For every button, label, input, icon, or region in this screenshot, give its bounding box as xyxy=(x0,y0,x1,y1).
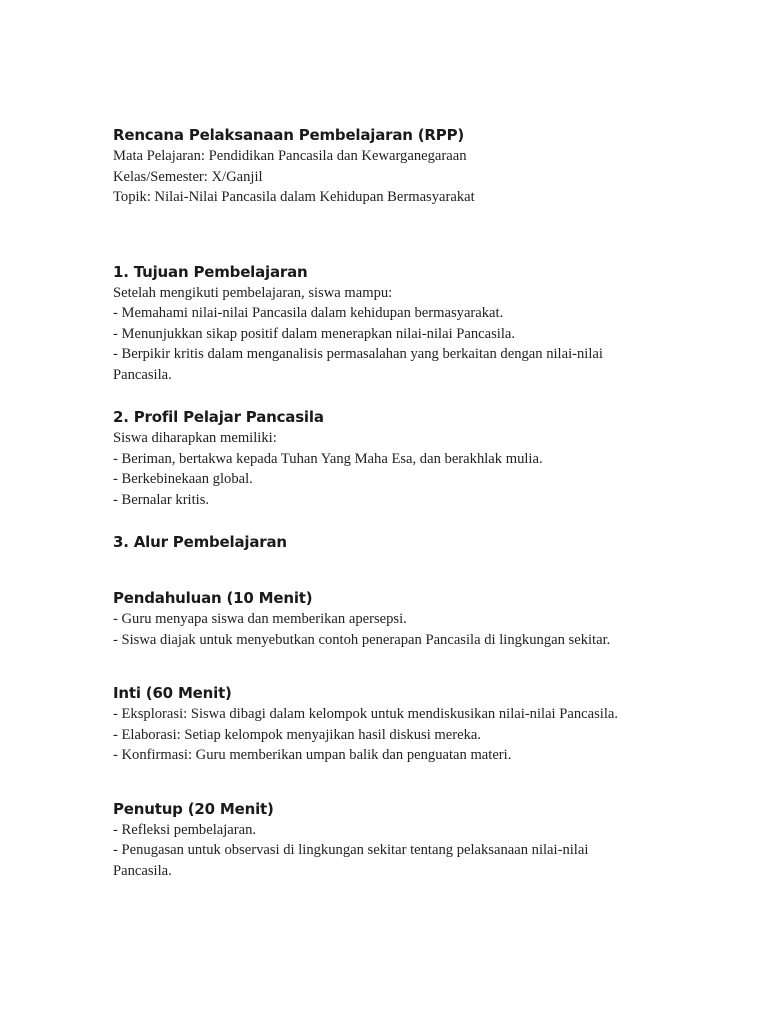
spacer xyxy=(113,650,673,682)
pendahuluan-line: - Siswa diajak untuk menyebutkan contoh penerapan Pancasila di lingkungan sekitar. xyxy=(113,631,611,648)
inti-line: - Elaborasi: Setiap kelompok menyajikan hasil diskusi mereka. xyxy=(113,726,482,743)
penutup-line: - Refleksi pembelajaran. xyxy=(113,821,257,838)
inti-line: - Konfirmasi: Guru memberikan umpan balik dan penguatan materi. xyxy=(113,747,512,763)
section-heading-alur: 3. Alur Pembelajaran xyxy=(113,533,287,551)
subheading-pendahuluan: Pendahuluan (10 Menit) xyxy=(113,589,313,607)
tujuan-line: - Memahami nilai-nilai Pancasila dalam kehidupan bermasyarakat. xyxy=(113,305,504,321)
pendahuluan-line: - Guru menyapa siswa dan memberikan apersepsi. xyxy=(113,611,407,627)
tujuan-line: Pancasila. xyxy=(113,366,172,383)
spacer xyxy=(113,208,673,261)
section-heading-profil: 2. Profil Pelajar Pancasila xyxy=(113,408,324,426)
profil-line: - Bernalar kritis. xyxy=(113,491,210,508)
document-content xyxy=(113,124,673,881)
subheading-penutup: Penutup (20 Menit) xyxy=(113,799,274,818)
spacer xyxy=(113,385,673,406)
penutup-line: - Penugasan untuk observasi di lingkungan sekitar tentang pelaksanaan nilai-nilai xyxy=(113,842,589,858)
section-heading-tujuan: 1. Tujuan Pembelajaran xyxy=(113,262,308,281)
spacer xyxy=(113,553,673,587)
profil-line: - Berkebinekaan global. xyxy=(113,471,253,487)
spacer xyxy=(113,766,673,798)
tujuan-line: - Menunjukkan sikap positif dalam menerapkan nilai-nilai Pancasila. xyxy=(113,325,516,342)
profil-line: - Beriman, bertakwa kepada Tuhan Yang Maha Esa, dan berakhlak mulia. xyxy=(113,450,543,467)
inti-line: - Eksplorasi: Siswa dibagi dalam kelompok untuk mendiskusikan nilai-nilai Pancasila. xyxy=(113,706,619,722)
spacer xyxy=(113,510,673,531)
document-title: Rencana Pelaksanaan Pembelajaran (RPP) xyxy=(113,126,465,144)
meta-topic: Topik: Nilai-Nilai Pancasila dalam Kehidupan Bermasyarakat xyxy=(113,189,475,205)
meta-subject: Mata Pelajaran: Pendidikan Pancasila dan Kewarganegaraan xyxy=(113,148,467,164)
subheading-inti: Inti (60 Menit) xyxy=(113,684,232,702)
profil-line: Siswa diharapkan memiliki: xyxy=(113,430,277,446)
meta-class-semester: Kelas/Semester: X/Ganjil xyxy=(113,168,263,185)
penutup-line: Pancasila. xyxy=(113,862,172,879)
tujuan-line: Setelah mengikuti pembelajaran, siswa mampu: xyxy=(113,284,393,301)
tujuan-line: - Berpikir kritis dalam menganalisis permasalahan yang berkaitan dengan nilai-nilai xyxy=(113,346,603,362)
